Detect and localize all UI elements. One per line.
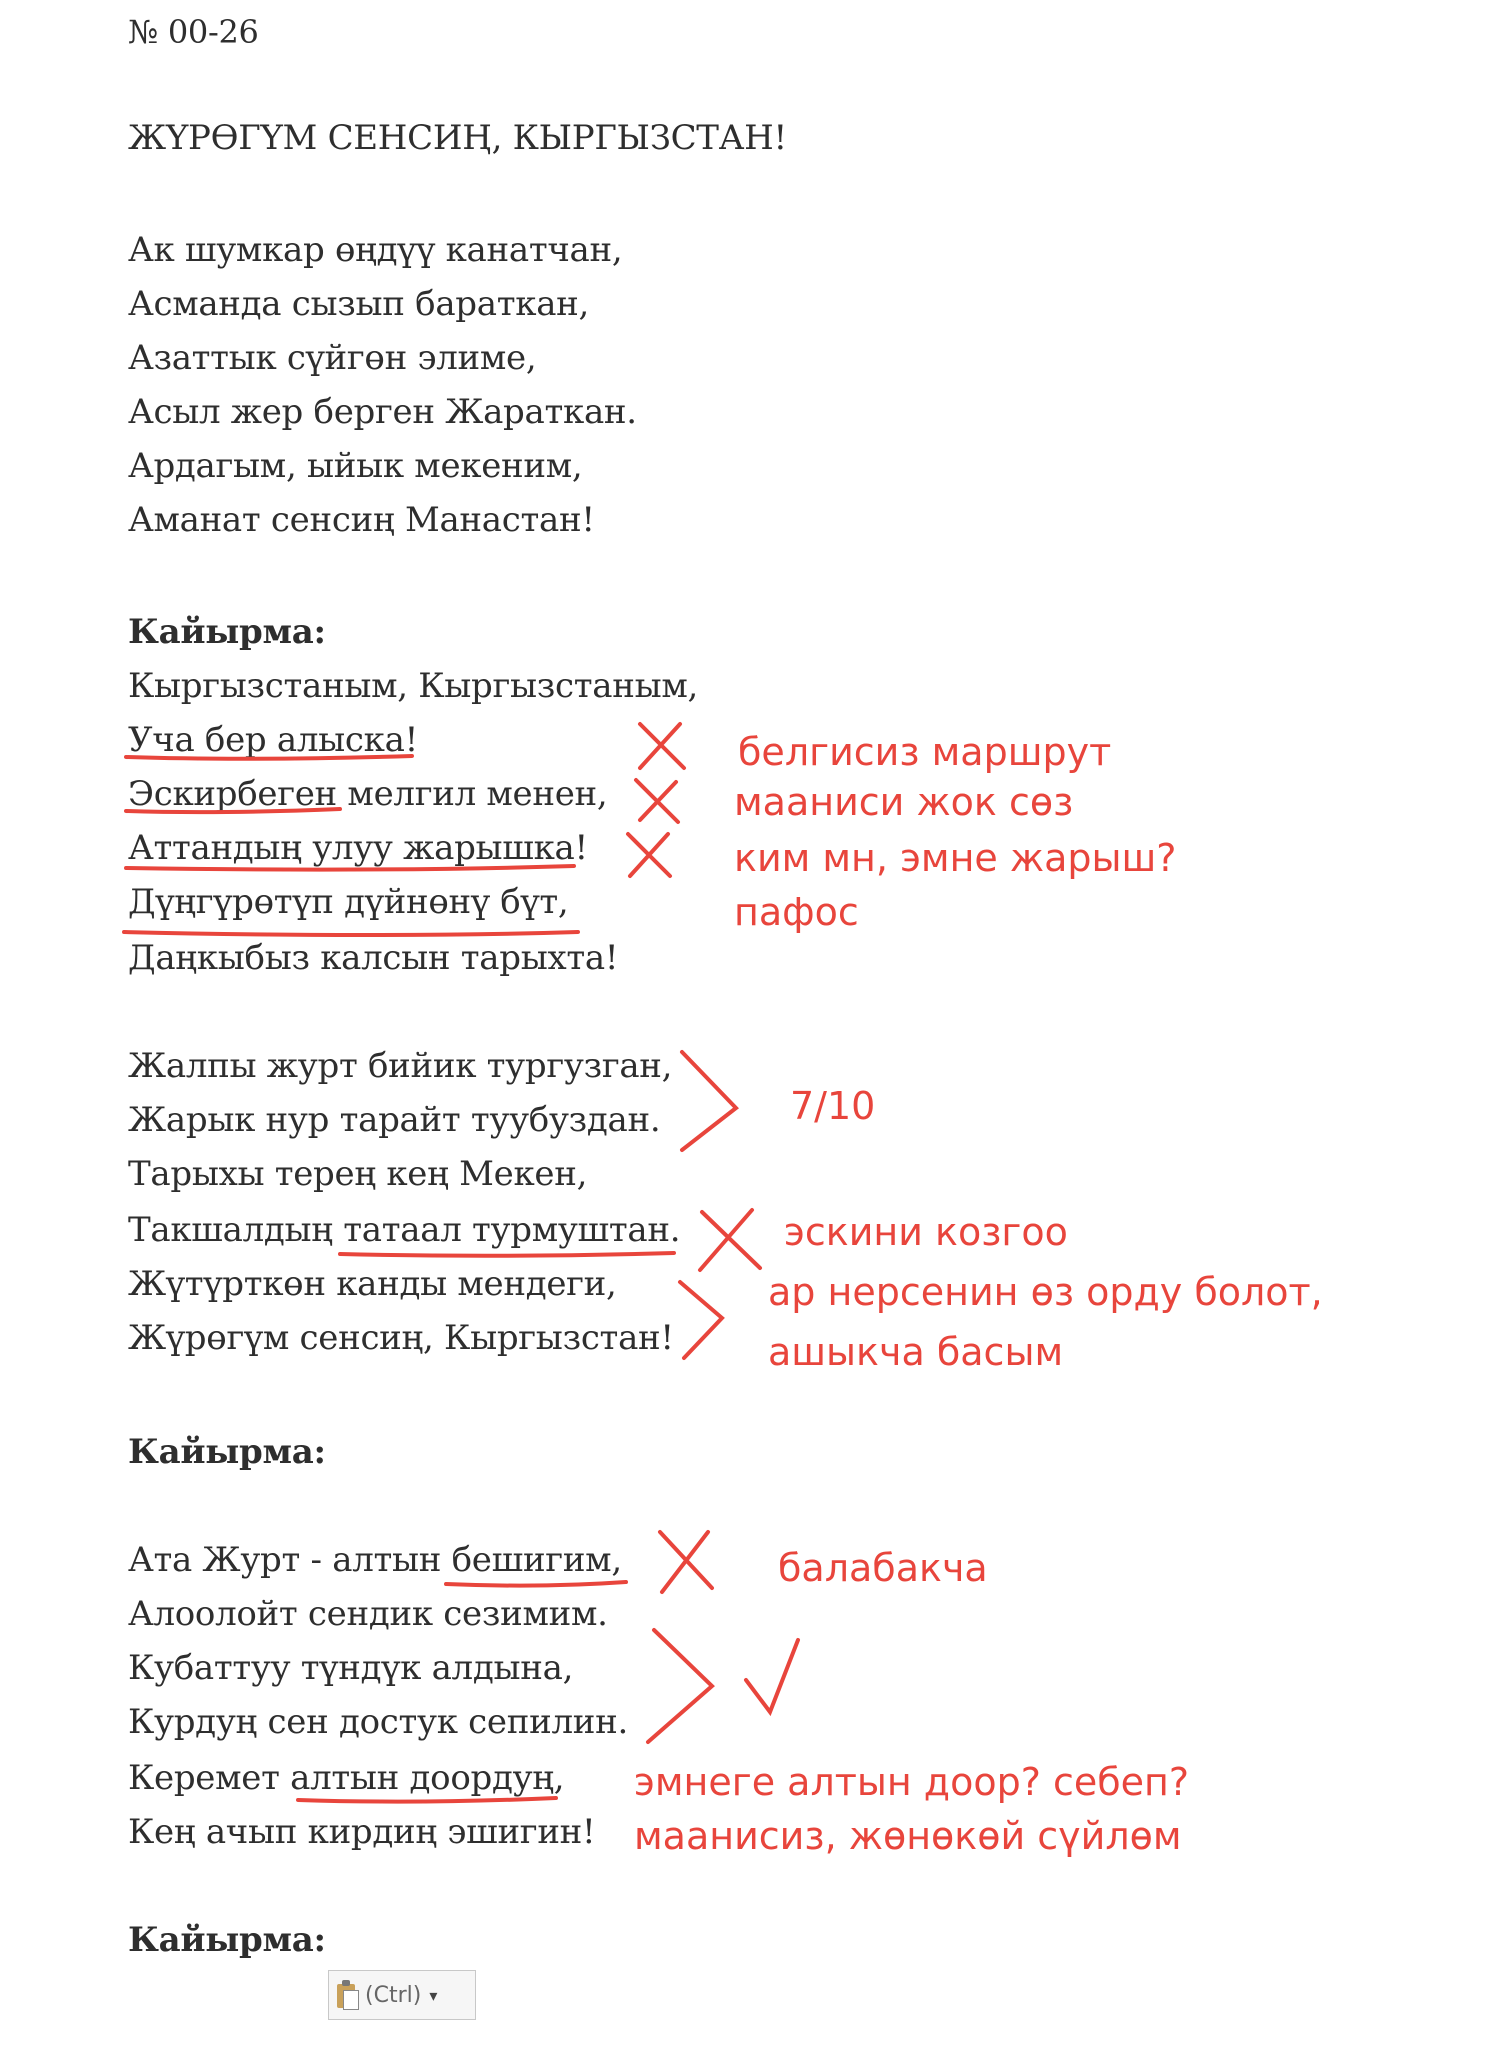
verse-line: Ак шумкар өңдүү канатчан, [128,230,623,270]
verse-line: Аманат сенсиң Манастан! [128,500,595,540]
refrain-label: Кайырма: [128,1920,326,1960]
cross-mark [636,780,678,822]
verse-line: Учa бер алыска! [128,720,418,760]
verse-line: Жүтүрткөн канды мендеги, [128,1264,617,1304]
verse-line: Кең ачып кирдиң эшигин! [128,1812,596,1852]
line-text: ! [574,828,588,868]
poem-title: ЖҮРӨГҮМ СЕНСИҢ, КЫРГЫЗСТАН! [128,118,787,158]
line-text: Такшалдың [128,1210,344,1250]
chevron-mark [680,1282,722,1358]
underline-mark [124,932,578,935]
cross-mark [660,1532,712,1592]
paste-options-button[interactable] [328,1970,476,2020]
annotation-note: маанисиз, жөнөкөй сүйлөм [634,1814,1182,1858]
chevron-mark [682,1052,736,1150]
verse-line: Курдуң сен достук сепилин. [128,1702,628,1742]
line-text: Ата Журт - алтын [128,1540,452,1580]
verse-line: Жалпы журт бийик тургузган, [128,1046,673,1086]
verse-line: Кыргызстаным, Кыргызстаным, [128,666,699,706]
annotation-note: ким мн, эмне жарыш? [734,836,1177,880]
annotation-note: мааниси жок сөз [734,780,1074,824]
underline-mark [126,866,574,870]
verse-line: Кубаттуу түндүк алдына, [128,1648,574,1688]
underlined-phrase: Эскирбеген [128,774,337,814]
annotation-note: пафос [734,890,859,934]
annotation-note: ашыкча басым [768,1330,1064,1374]
verse-line: Жүрөгүм сенсиң, Кыргызстан! [128,1318,674,1358]
underlined-phrase: бешигим, [451,1540,622,1580]
check-mark [746,1640,798,1712]
refrain-label: Кайырма: [128,1432,326,1472]
cross-mark [628,834,670,876]
underlined-phrase: татаал турмуштан [343,1210,670,1250]
underline-mark [298,1798,556,1802]
annotation-note: 7/10 [790,1084,876,1128]
verse-line: Азаттык сүйгөн элиме, [128,338,537,378]
verse-line: Алоолойт сендик сезимим. [128,1594,608,1634]
annotation-note: эмнеге алтын доор? себеп? [634,1760,1190,1804]
underlined-phrase: алтын доорду [290,1758,533,1798]
underline-mark [340,1253,674,1256]
underlined-phrase: Аттандың улуу жарышка [128,828,575,868]
underline-mark [446,1582,626,1586]
chevron-mark [648,1630,712,1742]
annotation-note: ар нерсенин өз орду болот, [768,1270,1323,1314]
underline-mark [126,809,340,812]
verse-line: Жарык нур тарайт туубуздан. [128,1100,661,1140]
annotation-note: белгисиз маршрут [738,730,1112,774]
cross-mark [640,724,684,768]
clipboard-icon [337,1980,359,2010]
annotation-note: эскини козгоо [784,1210,1068,1254]
line-text: ң, [532,1758,565,1798]
line-text: . [669,1210,681,1250]
cross-mark [700,1210,760,1270]
verse-line: Дүңгүрөтүп дүйнөнү бүт, [128,882,569,922]
refrain-label: Кайырма: [128,612,326,652]
document-number: № 00-26 [128,13,259,51]
chevron-down-icon: ▾ [429,1985,438,2005]
verse-line: Тарыхы терең кең Мекен, [128,1154,588,1194]
underline-mark [126,756,412,759]
verse-line: Даңкыбыз калсын тарыхта! [128,938,619,978]
line-text: мелгил менен, [336,774,608,814]
annotation-note: балабакча [778,1546,988,1590]
verse-line: Асыл жер берген Жараткан. [128,392,637,432]
verse-line: Ардагым, ыйык мекеним, [128,446,583,486]
line-text: Керемет [128,1758,291,1798]
verse-line: Асманда сызып бараткан, [128,284,590,324]
paste-options-label: (Ctrl) [365,1982,422,2008]
